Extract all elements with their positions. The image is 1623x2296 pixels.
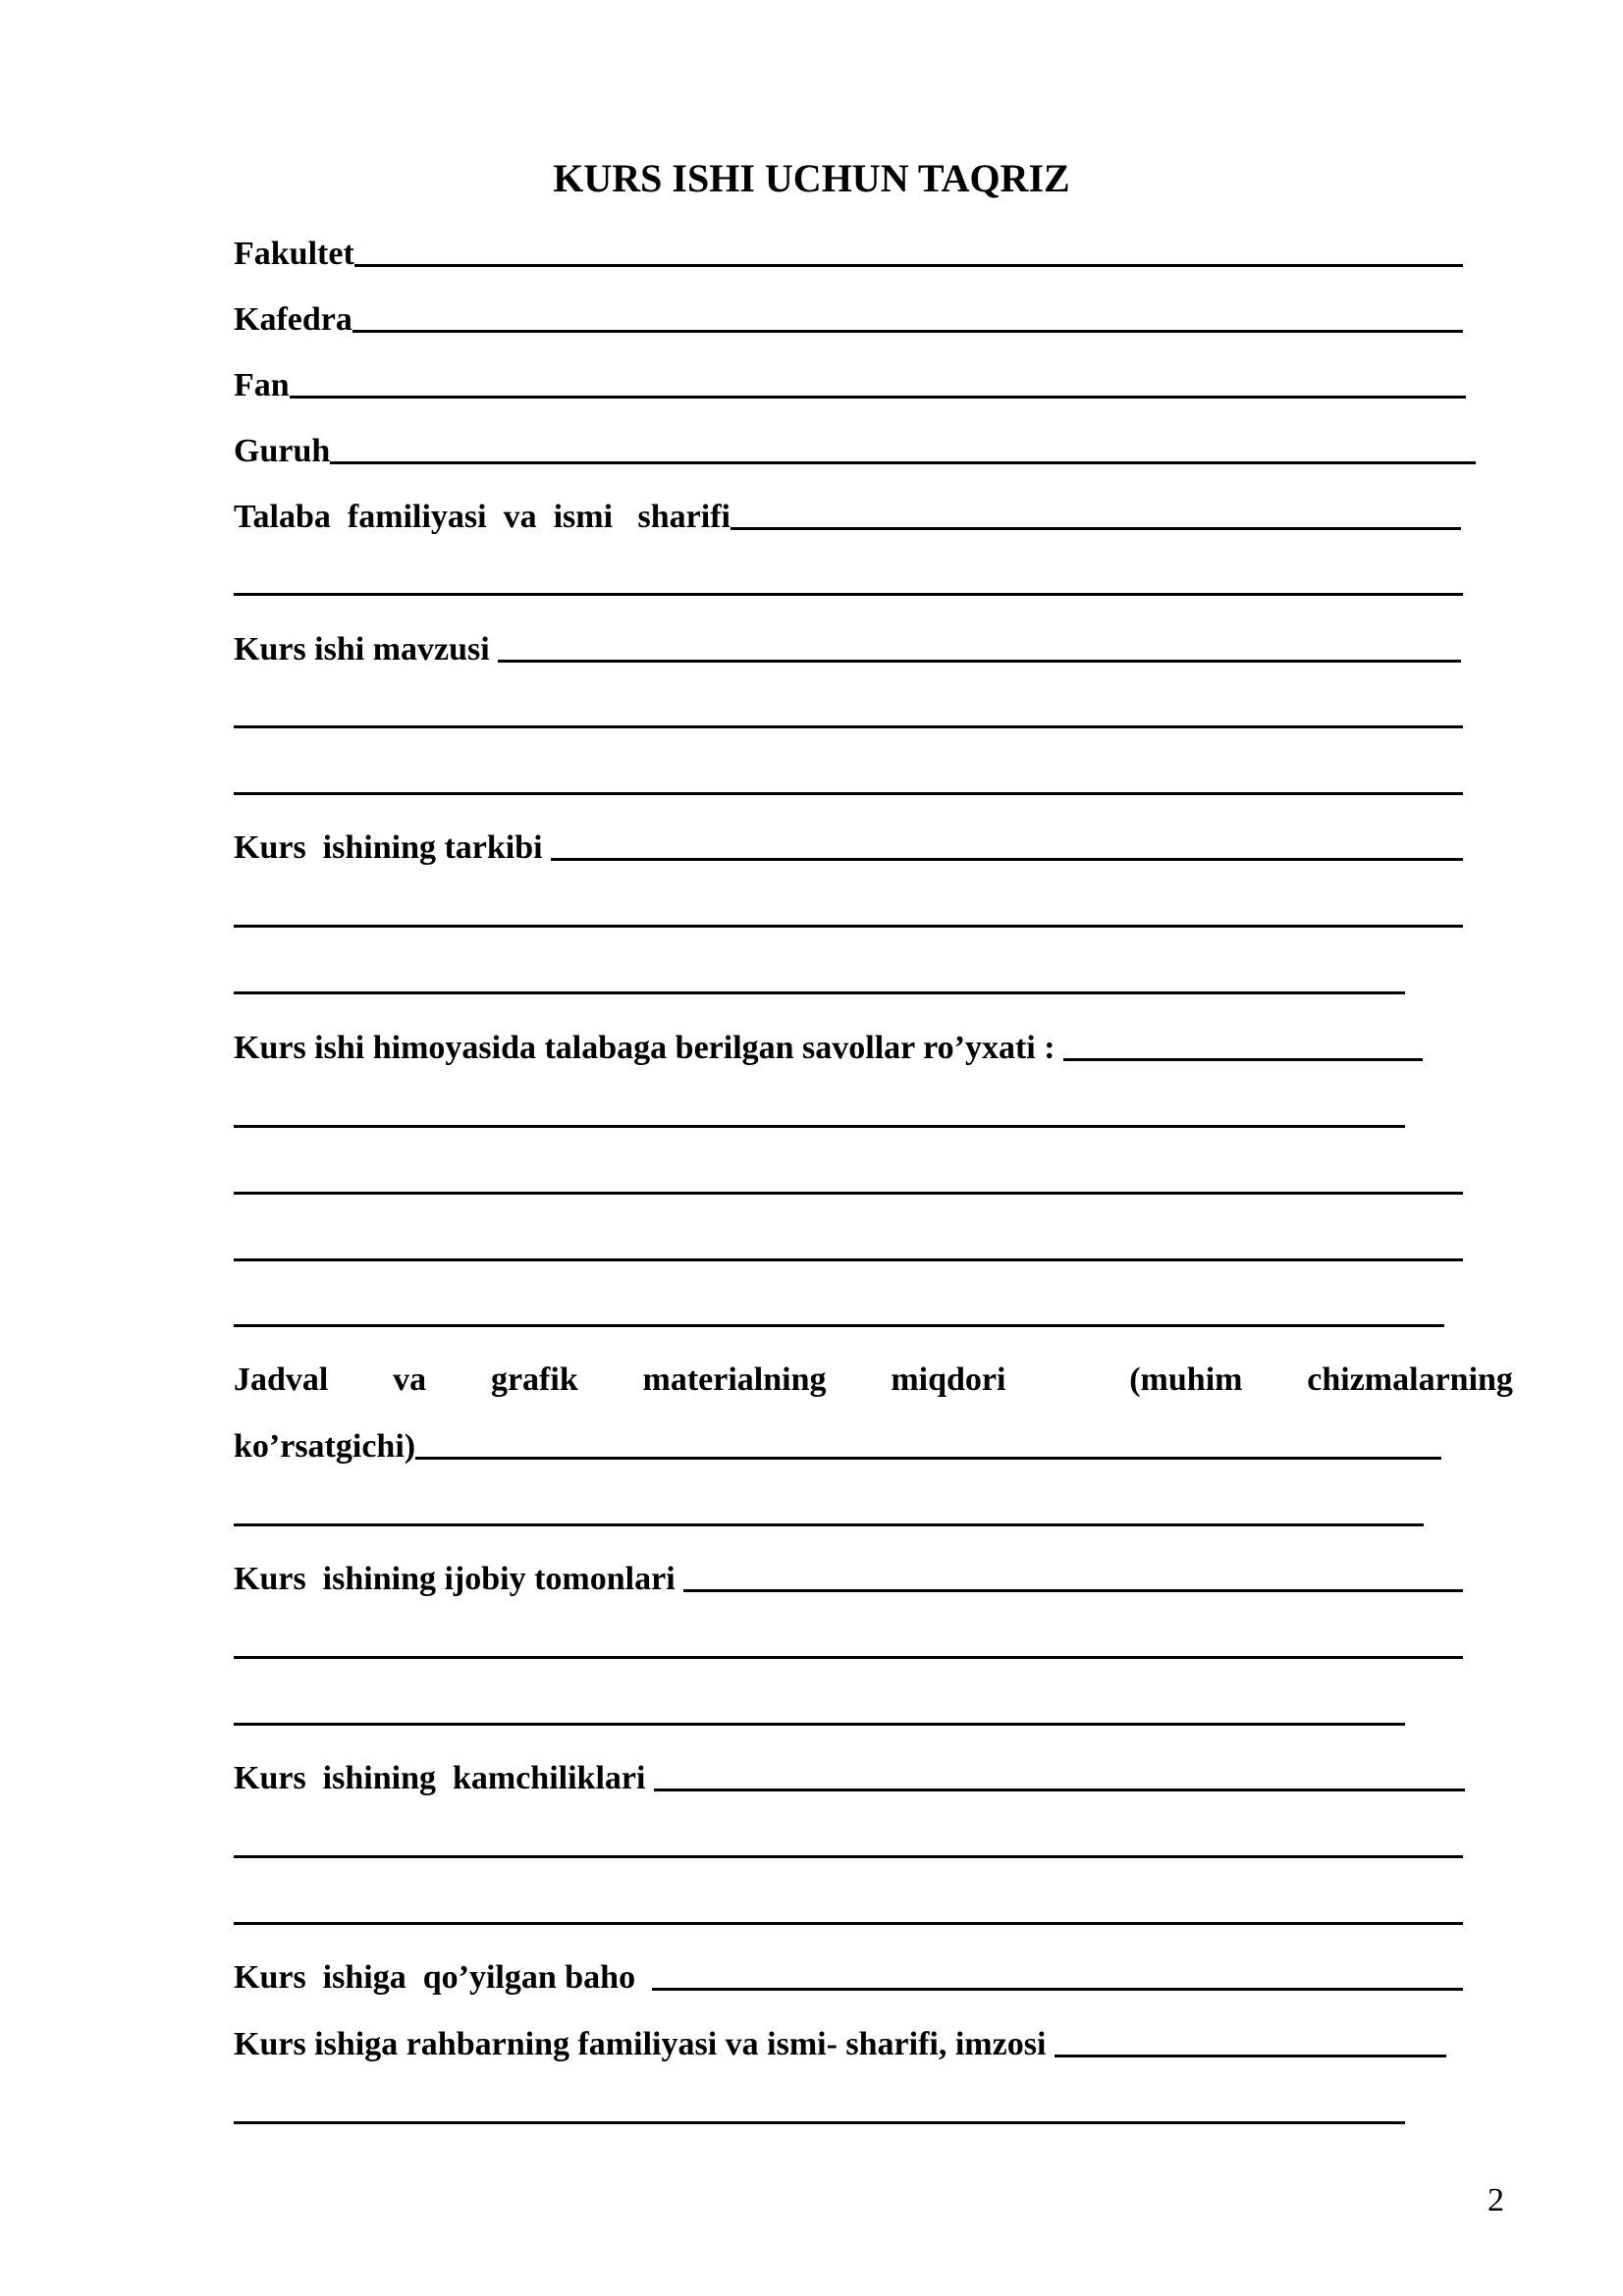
jadval-word: miqdori [891, 1362, 1006, 1398]
tarkib-blank[interactable] [551, 858, 1463, 861]
rahbar-blank-line [234, 2092, 1405, 2131]
fakultet-field [234, 235, 1463, 274]
mavzu-label: Kurs ishi mavzusi [234, 631, 499, 667]
blank-line[interactable] [234, 1125, 1405, 1128]
kafedra-field [234, 300, 1463, 340]
blank-line[interactable] [234, 925, 1463, 928]
jadval-word: (muhim [1129, 1362, 1243, 1398]
jadval-label-line [234, 1361, 1513, 1400]
kamchilik-blank-line-1 [234, 1826, 1463, 1865]
tarkib-blank-line-2 [234, 962, 1405, 1001]
kamchilik-label: Kurs ishining kamchiliklari [234, 1760, 654, 1796]
savollar-field [234, 1029, 1423, 1068]
talaba-label: Talaba familiyasi va ismi sharifi [234, 499, 730, 535]
savollar-blank[interactable] [1063, 1058, 1423, 1061]
kafedra-label: Kafedra [234, 301, 352, 338]
baho-field [234, 1958, 1463, 1998]
mavzu-blank-line-1 [234, 696, 1463, 735]
ijobiy-blank[interactable] [683, 1589, 1463, 1592]
mavzu-blank[interactable] [498, 660, 1461, 663]
page-number: 2 [1488, 2182, 1504, 2218]
kamchilik-field [234, 1759, 1465, 1798]
kamchilik-blank[interactable] [654, 1789, 1465, 1791]
blank-line[interactable] [234, 2121, 1405, 2124]
tarkib-label: Kurs ishining tarkibi [234, 829, 552, 866]
jadval-blank[interactable] [415, 1457, 1441, 1460]
jadval-word: materialning [642, 1362, 827, 1398]
savollar-blank-line-4 [234, 1295, 1444, 1334]
blank-line[interactable] [234, 1855, 1463, 1858]
rahbar-label: Kurs ishiga rahbarning familiyasi va ismi- sharifi, imzosi [234, 2026, 1055, 2062]
blank-line[interactable] [234, 1656, 1463, 1659]
talaba-blank[interactable] [730, 527, 1461, 530]
kafedra-blank[interactable] [352, 330, 1463, 333]
talaba-field [234, 498, 1461, 537]
ijobiy-field [234, 1560, 1463, 1599]
blank-line[interactable] [234, 1324, 1444, 1327]
ijobiy-blank-line-1 [234, 1627, 1463, 1666]
rahbar-field [234, 2025, 1446, 2064]
rahbar-blank[interactable] [1055, 2055, 1446, 2057]
tarkib-blank-line-1 [234, 895, 1463, 934]
mavzu-field [234, 630, 1461, 669]
jadval-word: grafik [490, 1362, 578, 1398]
jadval-blank-line [234, 1494, 1424, 1533]
ijobiy-blank-line-2 [234, 1693, 1405, 1733]
talaba-blank-line [234, 563, 1463, 603]
page-title: KURS ISHI UCHUN TAQRIZ [553, 156, 1070, 200]
blank-line[interactable] [234, 725, 1463, 728]
savollar-blank-line-3 [234, 1229, 1463, 1268]
blank-line[interactable] [234, 1523, 1424, 1526]
fakultet-label: Fakultet [234, 236, 354, 272]
guruh-field [234, 432, 1476, 471]
guruh-blank[interactable] [330, 461, 1476, 464]
baho-label: Kurs ishiga qo’yilgan baho [234, 1959, 653, 1996]
baho-blank[interactable] [652, 1988, 1463, 1991]
blank-line[interactable] [234, 991, 1405, 994]
jadval-word: va [393, 1362, 427, 1398]
jadval-field [234, 1427, 1441, 1467]
jadval-cont-label: ko’rsatgichi) [234, 1428, 416, 1465]
fan-blank[interactable] [290, 396, 1466, 399]
fan-label: Fan [234, 367, 290, 403]
blank-line[interactable] [234, 1723, 1405, 1726]
blank-line[interactable] [234, 593, 1463, 596]
savollar-label: Kurs ishi himoyasida talabaga berilgan savollar ro’yxati : [234, 1030, 1064, 1066]
savollar-blank-line-2 [234, 1162, 1463, 1201]
guruh-label: Guruh [234, 433, 331, 469]
blank-line[interactable] [234, 1192, 1463, 1195]
blank-line[interactable] [234, 1258, 1463, 1261]
fakultet-blank[interactable] [354, 264, 1463, 267]
savollar-blank-line-1 [234, 1095, 1405, 1135]
kamchilik-blank-line-2 [234, 1893, 1463, 1932]
jadval-word: chizmalarning [1307, 1362, 1513, 1398]
fan-field [234, 366, 1466, 405]
tarkib-field [234, 828, 1463, 868]
jadval-word: Jadval [234, 1362, 329, 1398]
mavzu-blank-line-2 [234, 763, 1463, 802]
ijobiy-label: Kurs ishining ijobiy tomonlari [234, 1561, 684, 1597]
blank-line[interactable] [234, 1922, 1463, 1925]
blank-line[interactable] [234, 792, 1463, 795]
